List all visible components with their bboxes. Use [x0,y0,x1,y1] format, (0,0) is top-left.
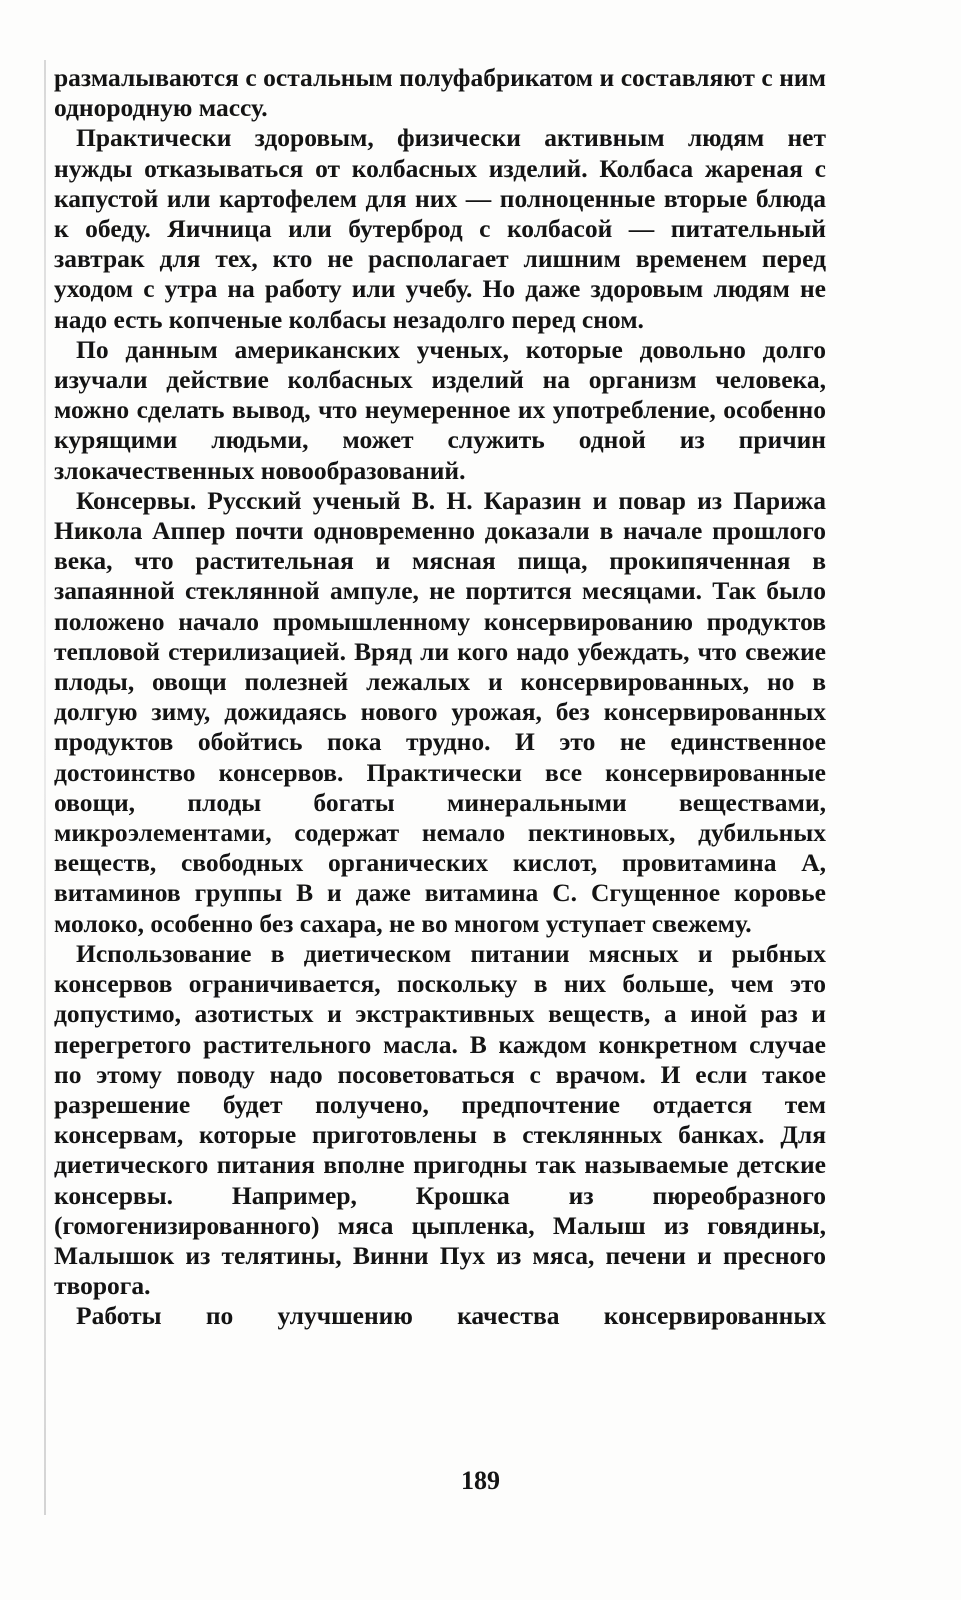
paragraph-sausage-research: По данным американских ученых, которые довольно долго изучали действие колбасных изделий на организм человека, можно сделать вывод, что неумеренное их употребление, особенно курящими людьми, может служить одной из причин злокачественных новообразований. [54,334,826,485]
paragraph-sausage-healthy: Практически здоровым, физически активным людям нет нужды отказываться от колбасных изделий. Колбаса жареная с капустой или картофелем для них — полноценные вторые блюда к обеду. Яичница или бутерброд с колбасой — питательный завтрак для тех, кто не располагает лишним временем перед уходом с утра на работу или учебу. Но даже здоровым людям не надо есть копченые колбасы незадолго перед сном. [54,123,826,334]
paragraph-continuation: размалываются с остальным полуфабрикатом и составляют с ним однородную массу. [54,63,826,123]
paragraph-continued: Работы по улучшению качества консервированных [76,1301,826,1331]
body-text [54,63,826,1332]
page-number: 189 [461,1466,500,1495]
paragraph-canned-food [54,486,826,939]
section-term-canned: Консервы. [76,485,197,515]
paragraph-canned-food-text: Русский ученый В. Н. Каразин и повар из Парижа Никола Аппер почти одновременно доказали в начале прошлого века, что растительная и мясная пища, прокипяченная в запаянной стеклянной ампуле, не портится месяцами. Так было положено начало промышленному консервированию продуктов тепловой стерилизацией. Вряд ли кого надо убеждать, что свежие плоды, овощи полезней лежалых и консервированных, но в долгую зиму, дожидаясь нового урожая, без консервированных продуктов обойтись пока трудно. И это не единственное достоинство консервов. Практически все консервированные овощи, плоды богаты минеральными веществами, микроэлементами, содержат немало пектиновых, дубильных веществ, свободных органических кислот, провитамина А, витаминов группы В и даже витамина С. Сгущенное коровье молоко, особенно без сахара, не во многом уступает свежему. [54,485,827,938]
page-edge-shadow [44,60,46,1515]
paragraph-diet-canned: Использование в диетическом питании мясных и рыбных консервов ограничивается, поскольку в них больше, чем это допустимо, азотистых и экстрактивных веществ, а иной раз и перегретого растительного масла. В каждом конкретном случае по этому поводу надо посоветоваться с врачом. И если такое разрешение будет получено, предпочтение отдается тем консервам, которые приготовлены в стеклянных банках. Для диетического питания вполне пригодны так называемые детские консервы. Например, Крошка из пюреобразного (гомогенизированного) мяса цыпленка, Малыш из говядины, Малышок из телятины, Винни Пух из мяса, печени и пресного творога. [54,938,826,1301]
